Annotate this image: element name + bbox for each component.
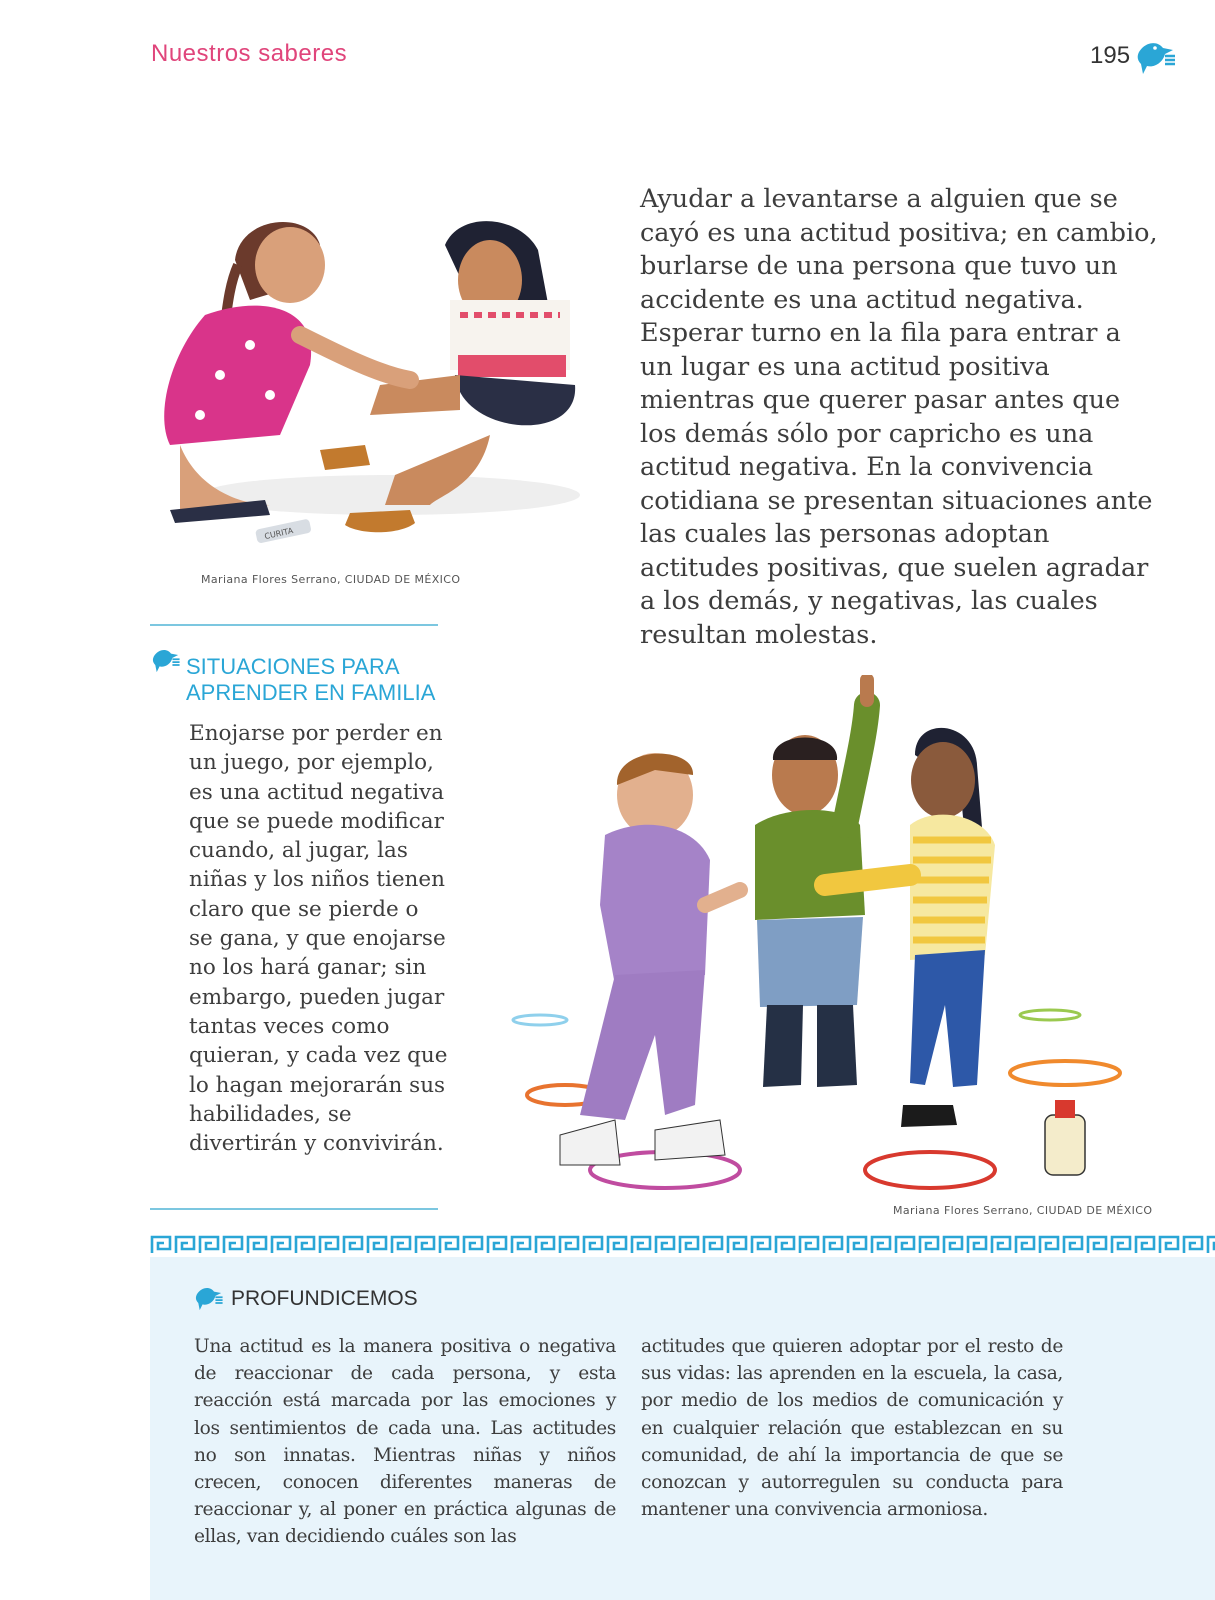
profundicemos-column-1: Una actitud es la manera positiva o negativa de reaccionar de cada persona, y esta reacción está marcada por las emociones y los sentimientos de cada una. Las actitudes no son innatas. Mientras niñas y niños crecen, conocen diferentes maneras de reaccionar y, al poner en práctica algunas de ellas, van decidiendo cuáles son las [194, 1336, 616, 1548]
bird-logo-icon [151, 646, 181, 674]
bandage-label: CURITA [263, 526, 295, 542]
family-box-top-rule [150, 624, 438, 626]
section-title: Nuestros saberes [151, 40, 348, 67]
profundicemos-title: PROFUNDICEMOS [231, 1287, 418, 1310]
bottom-illustration-caption: Mariana Flores Serrano, CIUDAD DE MÉXICO [893, 1204, 1153, 1217]
profundicemos-column-2: actitudes que quieren adoptar por el resto de sus vidas: las aprenden en la escuela, la casa, por medio de los medios de comunicación y en cualquier relación que establezcan en su comunidad, de ahí la importancia de que se conozcan y autorregulen su conducta para mantener una convivencia armoniosa. [641, 1336, 1063, 1521]
greek-key-border [150, 1235, 1215, 1255]
bird-logo-icon [1135, 38, 1177, 76]
main-paragraph: Ayudar a levantarse a alguien que se cayó es una actitud positiva; en cambio, burlarse de una persona que tuvo un accidente es una actitud negativa. Esperar turno en la fila para entrar a un lugar es una actitud positiva mientras que querer pasar antes que los demás sólo por capricho es una actitud negativa. En la convivencia cotidiana se presentan situaciones ante las cuales las personas adoptan actitudes positivas, que suelen agradar a los demás, y negativas, las cuales resultan molestas. [640, 184, 1158, 650]
bird-logo-icon [194, 1284, 224, 1312]
page-number: 195 [1090, 42, 1131, 69]
family-box-bottom-rule [150, 1208, 438, 1210]
family-box-text: Enojarse por perder en un juego, por ejemplo, es una actitud negativa que se puede modificar cuando, al jugar, las niñas y los niños tienen claro que se pierde o se gana, y que enojarse no los hará ganar; sin embargo, pueden jugar tantas veces como quieran, y cada vez que lo hagan mejorarán sus habilidades, se divertirán y convivirán. [189, 721, 448, 1157]
family-box-title: SITUACIONES PARA APRENDER EN FAMILIA [186, 654, 436, 705]
illustration-helping-girl [160, 205, 600, 565]
top-illustration-caption: Mariana Flores Serrano, CIUDAD DE MÉXICO [201, 573, 461, 586]
illustration-three-kids [505, 675, 1145, 1195]
